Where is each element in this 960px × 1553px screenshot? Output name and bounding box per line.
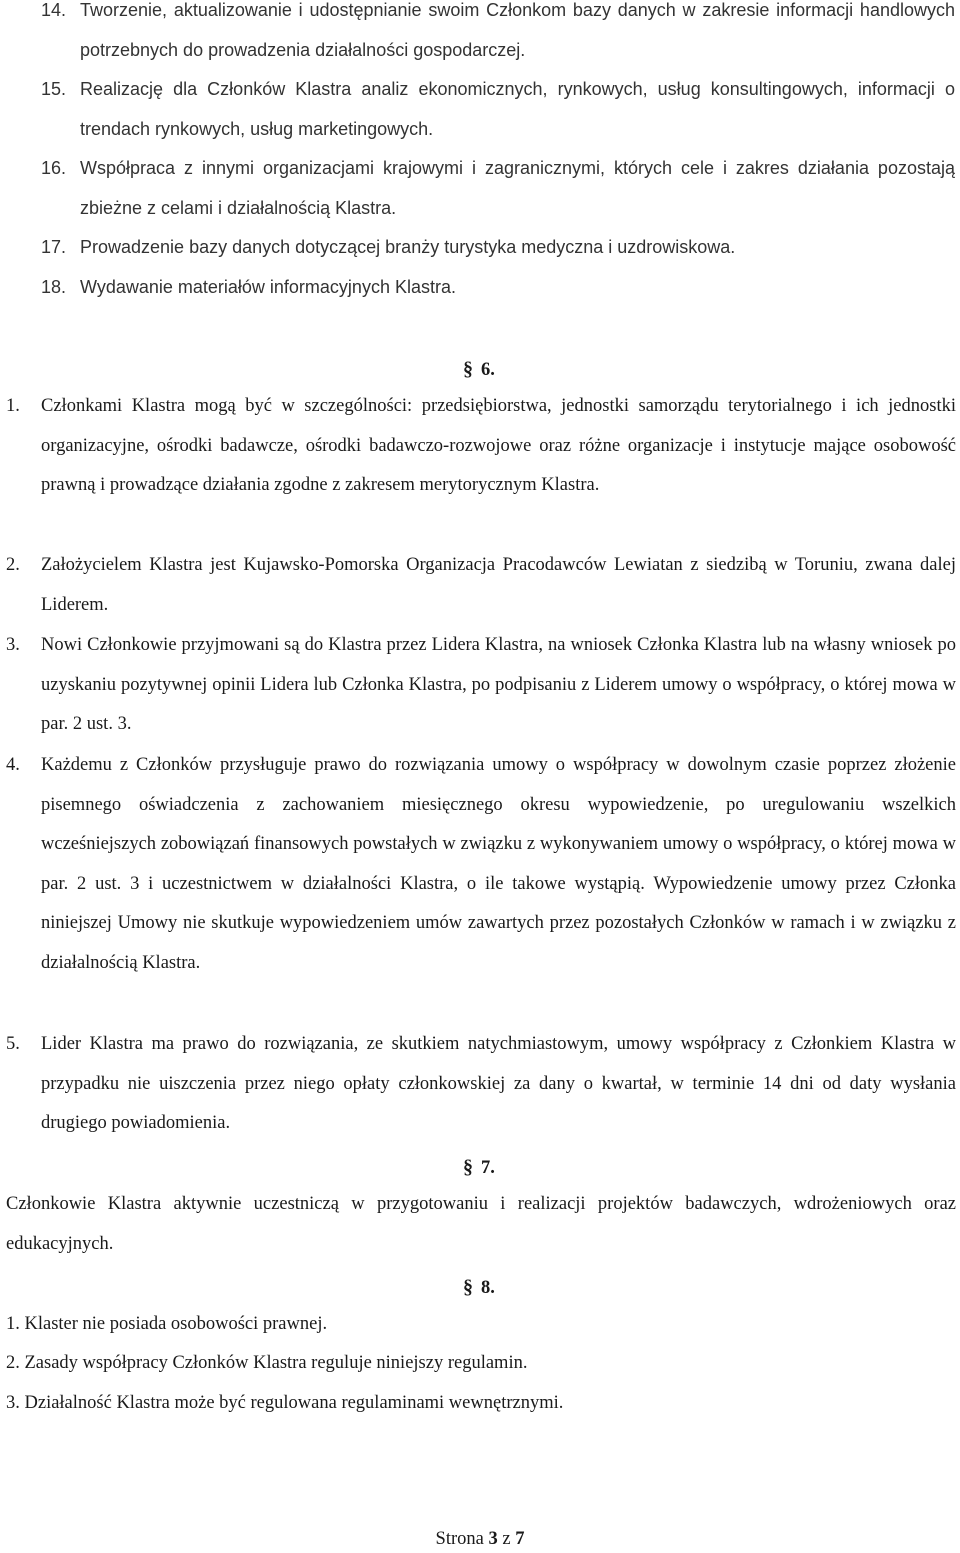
- list-text: Założycielem Klastra jest Kujawsko-Pomorska Organizacja Pracodawców Lewiatan z siedzibą w Toruniu, zwana dalej Liderem.: [41, 555, 956, 615]
- list-number: 15.: [41, 79, 67, 99]
- paragraph-symbol: §: [463, 1156, 473, 1178]
- list-item: [41, 0, 955, 70]
- paragraph-symbol: §: [463, 1276, 473, 1298]
- list-text: Prowadzenie bazy danych dotyczącej branży turystyka medyczna i uzdrowiskowa.: [80, 237, 736, 257]
- list-number: 1.: [6, 396, 20, 416]
- list-text: Każdemu z Członków przysługuje prawo do rozwiązania umowy o współpracy w dowolnym czasie poprzez złożenie pisemnego oświadczenia z zachowaniem miesięcznego okresu wypowiedzenie, po uregulowaniu wszelkich wcześniejszych zobowiązań finansowych powstałych w związku z wykonywaniem umowy o współpracy, o której mowa w par. 2 ust. 3 i uczestnictwem w działalności Klastra, o ile takowe wystąpią. Wypowiedzenie umowy przez Członka niniejszej Umowy nie skutkuje wypowiedzeniem umów zawartych przez pozostałych Członków w ramach i w związku z działalnością Klastra.: [41, 755, 956, 973]
- list-text: Lider Klastra ma prawo do rozwiązania, ze skutkiem natychmiastowym, umowy współpracy z Członkiem Klastra w przypadku nie uiszczenia przez niego opłaty członkowskiej za dany o kwartał, w terminie 14 dni od daty wysłania drugiego powiadomienia.: [41, 1034, 956, 1133]
- list-text: Nowi Członkowie przyjmowani są do Klastra przez Lidera Klastra, na wniosek Członka Klastra lub na własny wniosek po uzyskaniu pozytywnej opinii Lidera lub Członka Klastra, po podpisaniu z Liderem umowy o współpracy, o której mowa w par. 2 ust. 3.: [41, 635, 956, 734]
- list-item: [6, 546, 956, 625]
- list-item: [6, 1025, 956, 1144]
- page-footer: [0, 1527, 960, 1551]
- list-item: [41, 70, 955, 149]
- list-item: [41, 149, 955, 228]
- footer-prefix: Strona: [435, 1529, 484, 1549]
- list-item: [41, 268, 955, 308]
- footer-current-page: 3: [488, 1529, 498, 1549]
- section-number: 8.: [481, 1278, 495, 1298]
- list-number: 18.: [41, 277, 67, 297]
- list-text: Tworzenie, aktualizowanie i udostępnianie swoim Członkom bazy danych w zakresie informacji handlowych potrzebnych do prowadzenia działalności gospodarczej.: [80, 0, 955, 60]
- list-item: [41, 228, 955, 268]
- list-item: 2. Zasady współpracy Członków Klastra reguluje niniejszy regulamin.: [6, 1353, 528, 1373]
- list-number: 5.: [6, 1034, 20, 1054]
- list-text: Realizację dla Członków Klastra analiz ekonomicznych, rynkowych, usług konsultingowych, informacji o trendach rynkowych, usług marketingowych.: [80, 79, 955, 139]
- list-item: 3. Działalność Klastra może być regulowana regulaminami wewnętrznymi.: [6, 1393, 564, 1413]
- section-number: 6.: [481, 360, 495, 380]
- footer-separator: z: [502, 1529, 511, 1549]
- section-heading: [463, 1155, 495, 1180]
- list-text: Członkami Klastra mogą być w szczególności: przedsiębiorstwa, jednostki samorządu terytorialnego i ich jednostki organizacyjne, ośrodki badawcze, ośrodki badawczo-rozwojowe oraz różne organizacje i instytucje mające osobowość prawną i prowadzące działania zgodne z zakresem merytorycznym Klastra.: [41, 396, 956, 495]
- list-item: [6, 626, 956, 745]
- paragraph-text: Członkowie Klastra aktywnie uczestniczą w przygotowaniu i realizacji projektów badawczych, wdrożeniowych oraz edukacyjnych.: [6, 1194, 956, 1254]
- list-number: 4.: [6, 755, 20, 775]
- section-heading: [463, 357, 495, 382]
- list-text: Współpraca z innymi organizacjami krajowymi i zagranicznymi, których cele i zakres działania pozostają zbieżne z celami i działalnością Klastra.: [80, 158, 955, 218]
- section-number: 7.: [481, 1158, 495, 1178]
- list-item: [6, 746, 956, 983]
- list-number: 14.: [41, 0, 67, 20]
- list-item: 1. Klaster nie posiada osobowości prawnej.: [6, 1314, 328, 1334]
- paragraph-symbol: §: [463, 358, 473, 380]
- list-item: [6, 387, 956, 506]
- list-number: 3.: [6, 635, 20, 655]
- section-heading: [463, 1275, 495, 1300]
- list-number: 17.: [41, 237, 67, 257]
- list-number: 16.: [41, 158, 67, 178]
- list-number: 2.: [6, 555, 20, 575]
- list-text: Wydawanie materiałów informacyjnych Klastra.: [80, 277, 456, 297]
- footer-total-pages: 7: [515, 1529, 525, 1549]
